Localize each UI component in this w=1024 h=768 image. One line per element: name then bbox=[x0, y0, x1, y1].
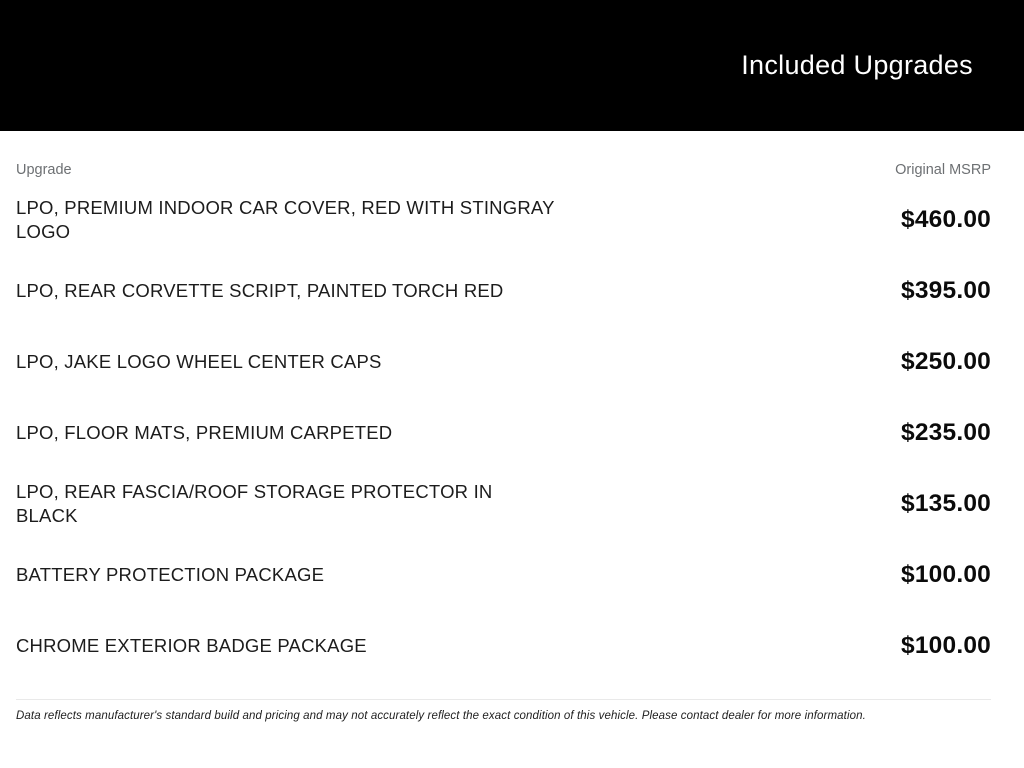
page-title: Included Upgrades bbox=[741, 50, 973, 80]
table-row bbox=[16, 255, 991, 326]
upgrades-table bbox=[0, 162, 1024, 722]
upgrade-price: $395.00 bbox=[901, 276, 991, 304]
upgrade-list bbox=[16, 184, 991, 681]
table-row bbox=[16, 397, 991, 468]
upgrade-name: LPO, PREMIUM INDOOR CAR COVER, RED WITH STINGRAY LOGO bbox=[16, 197, 555, 242]
column-header-original-msrp: Original MSRP bbox=[895, 162, 991, 178]
column-header-upgrade: Upgrade bbox=[16, 162, 72, 178]
pricing-disclaimer: Data reflects manufacturer's standard build and pricing and may not accurately reflect the exact condition of this vehicle. Please contact dealer for more information. bbox=[16, 699, 991, 722]
table-row bbox=[16, 184, 991, 255]
table-row bbox=[16, 539, 991, 610]
table-row bbox=[16, 326, 991, 397]
upgrade-name: LPO, JAKE LOGO WHEEL CENTER CAPS bbox=[16, 350, 382, 372]
panel-header bbox=[0, 0, 1024, 131]
upgrade-name: CHROME EXTERIOR BADGE PACKAGE bbox=[16, 634, 367, 656]
upgrade-name: LPO, REAR CORVETTE SCRIPT, PAINTED TORCH RED bbox=[16, 279, 504, 301]
upgrade-name: LPO, FLOOR MATS, PREMIUM CARPETED bbox=[16, 421, 393, 443]
upgrade-name: BATTERY PROTECTION PACKAGE bbox=[16, 563, 325, 585]
upgrade-price: $460.00 bbox=[901, 205, 991, 233]
table-column-headers bbox=[16, 162, 991, 178]
upgrade-name: LPO, REAR FASCIA/ROOF STORAGE PROTECTOR IN BLACK bbox=[16, 481, 493, 526]
upgrade-price: $100.00 bbox=[901, 631, 991, 659]
table-row bbox=[16, 468, 991, 539]
upgrade-price: $250.00 bbox=[901, 347, 991, 375]
table-row bbox=[16, 610, 991, 681]
upgrade-price: $235.00 bbox=[901, 418, 991, 446]
upgrade-price: $135.00 bbox=[901, 489, 991, 517]
upgrade-price: $100.00 bbox=[901, 560, 991, 588]
